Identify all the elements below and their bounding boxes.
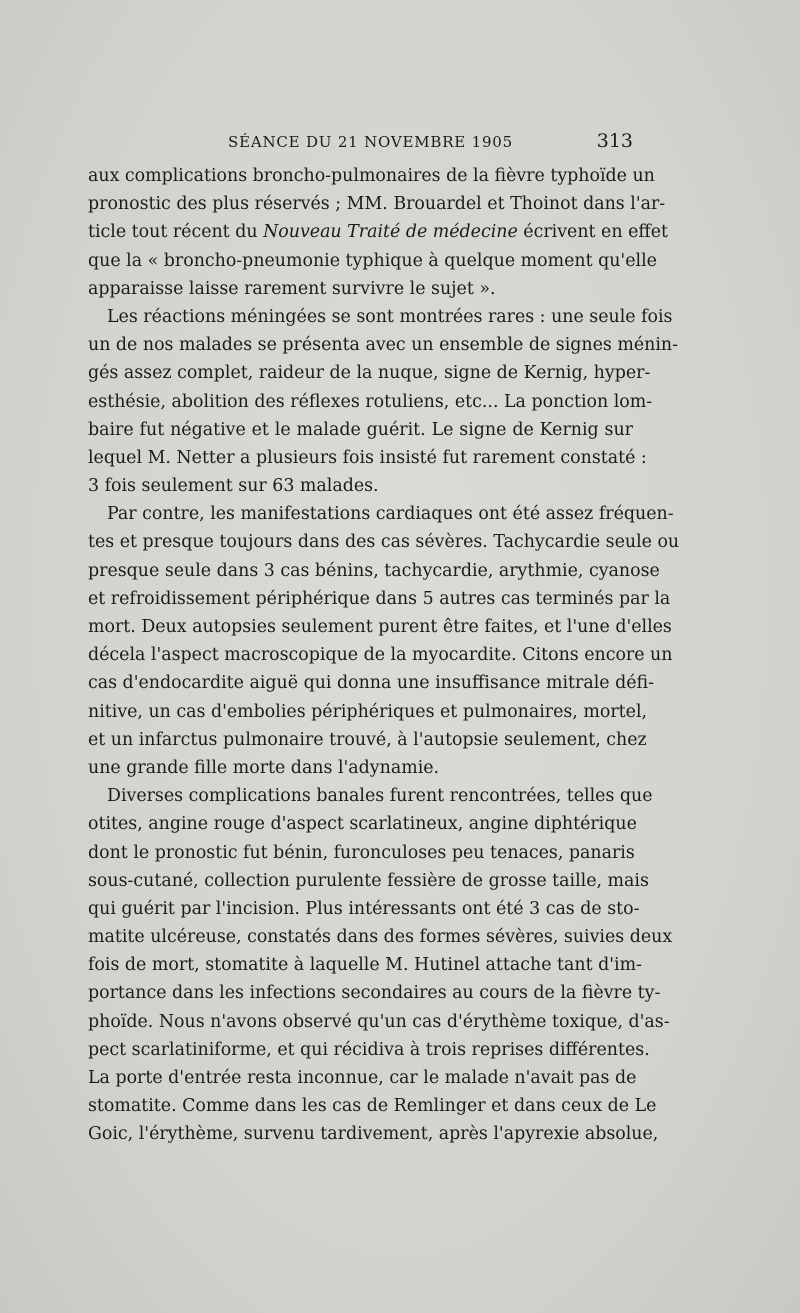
text-fragment: ticle tout récent du bbox=[88, 222, 264, 243]
text-line: cas d'endocardite aiguë qui donna une insuffisance mitrale défi- bbox=[88, 673, 654, 694]
running-head: SÉANCE DU 21 NOVEMBRE 1905 bbox=[228, 133, 513, 151]
page-header bbox=[88, 128, 633, 158]
paragraph-start-line: Les réactions méningées se sont montrées rares : une seule fois bbox=[107, 306, 673, 327]
text-line: sous-cutané, collection purulente fessière de grosse taille, mais bbox=[88, 870, 649, 891]
text-line: phoïde. Nous n'avons observé qu'un cas d'érythème toxique, d'as- bbox=[88, 1011, 670, 1032]
text-line: La porte d'entrée resta inconnue, car le malade n'avait pas de bbox=[88, 1068, 637, 1088]
text-line: Goic, l'érythème, survenu tardivement, après l'apyrexie absolue, bbox=[88, 1124, 659, 1145]
text-line: fois de mort, stomatite à laquelle M. Hutinel attache tant d'im- bbox=[88, 955, 642, 976]
text-line: 3 fois seulement sur 63 malades. bbox=[88, 476, 379, 497]
text-line: que la « broncho-pneumonie typhique à quelque moment qu'elle bbox=[88, 250, 657, 271]
paragraph-start-line: Par contre, les manifestations cardiaques ont été assez fréquen- bbox=[107, 504, 674, 525]
page-number: 313 bbox=[596, 130, 633, 152]
text-line: qui guérit par l'incision. Plus intéressants ont été 3 cas de sto- bbox=[88, 898, 640, 919]
text-line: presque seule dans 3 cas bénins, tachycardie, arythmie, cyanose bbox=[88, 560, 660, 581]
text-line: pect scarlatiniforme, et qui récidiva à trois reprises différentes. bbox=[88, 1039, 650, 1060]
body-text bbox=[88, 162, 680, 1149]
text-line: pronostic des plus réservés ; MM. Brouardel et Thoinot dans l'ar- bbox=[88, 194, 666, 215]
cited-work-title: Nouveau Traité de médecine bbox=[263, 222, 518, 243]
text-line: un de nos malades se présenta avec un ensemble de signes ménin- bbox=[88, 335, 678, 356]
text-line: apparaisse laisse rarement survivre le sujet ». bbox=[88, 278, 496, 299]
text-line: mort. Deux autopsies seulement purent être faites, et l'une d'elles bbox=[88, 617, 672, 637]
text-line: esthésie, abolition des réflexes rotuliens, etc... La ponction lom- bbox=[88, 391, 653, 412]
text-line: otites, angine rouge d'aspect scarlatineux, angine diphtérique bbox=[88, 814, 637, 835]
text-line: portance dans les infections secondaires au cours de la fièvre ty- bbox=[88, 983, 661, 1004]
text-line: nitive, un cas d'embolies périphériques et pulmonaires, mortel, bbox=[88, 701, 648, 722]
text-line-with-title bbox=[88, 218, 668, 246]
text-line: stomatite. Comme dans les cas de Remlinger et dans ceux de Le bbox=[88, 1096, 657, 1117]
text-line: gés assez complet, raideur de la nuque, signe de Kernig, hyper- bbox=[88, 363, 651, 384]
text-line: et un infarctus pulmonaire trouvé, à l'autopsie seulement, chez bbox=[88, 729, 647, 750]
paragraph-start-line: Diverses complications banales furent rencontrées, telles que bbox=[107, 786, 653, 807]
text-line: aux complications broncho-pulmonaires de la fièvre typhoïde un bbox=[88, 166, 655, 186]
text-fragment: écrivent en effet bbox=[517, 222, 668, 243]
text-line: lequel M. Netter a plusieurs fois insisté fut rarement constaté : bbox=[88, 447, 647, 468]
text-line: une grande fille morte dans l'adynamie. bbox=[88, 757, 440, 778]
text-line: baire fut négative et le malade guérit. Le signe de Kernig sur bbox=[88, 419, 633, 440]
text-line: matite ulcéreuse, constatés dans des formes sévères, suivies deux bbox=[88, 927, 673, 948]
text-line: décela l'aspect macroscopique de la myocardite. Citons encore un bbox=[88, 645, 673, 666]
text-line: dont le pronostic fut bénin, furonculoses peu tenaces, panaris bbox=[88, 842, 635, 863]
text-line: et refroidissement périphérique dans 5 autres cas terminés par la bbox=[88, 588, 671, 609]
text-line: tes et presque toujours dans des cas sévères. Tachycardie seule ou bbox=[88, 532, 680, 553]
